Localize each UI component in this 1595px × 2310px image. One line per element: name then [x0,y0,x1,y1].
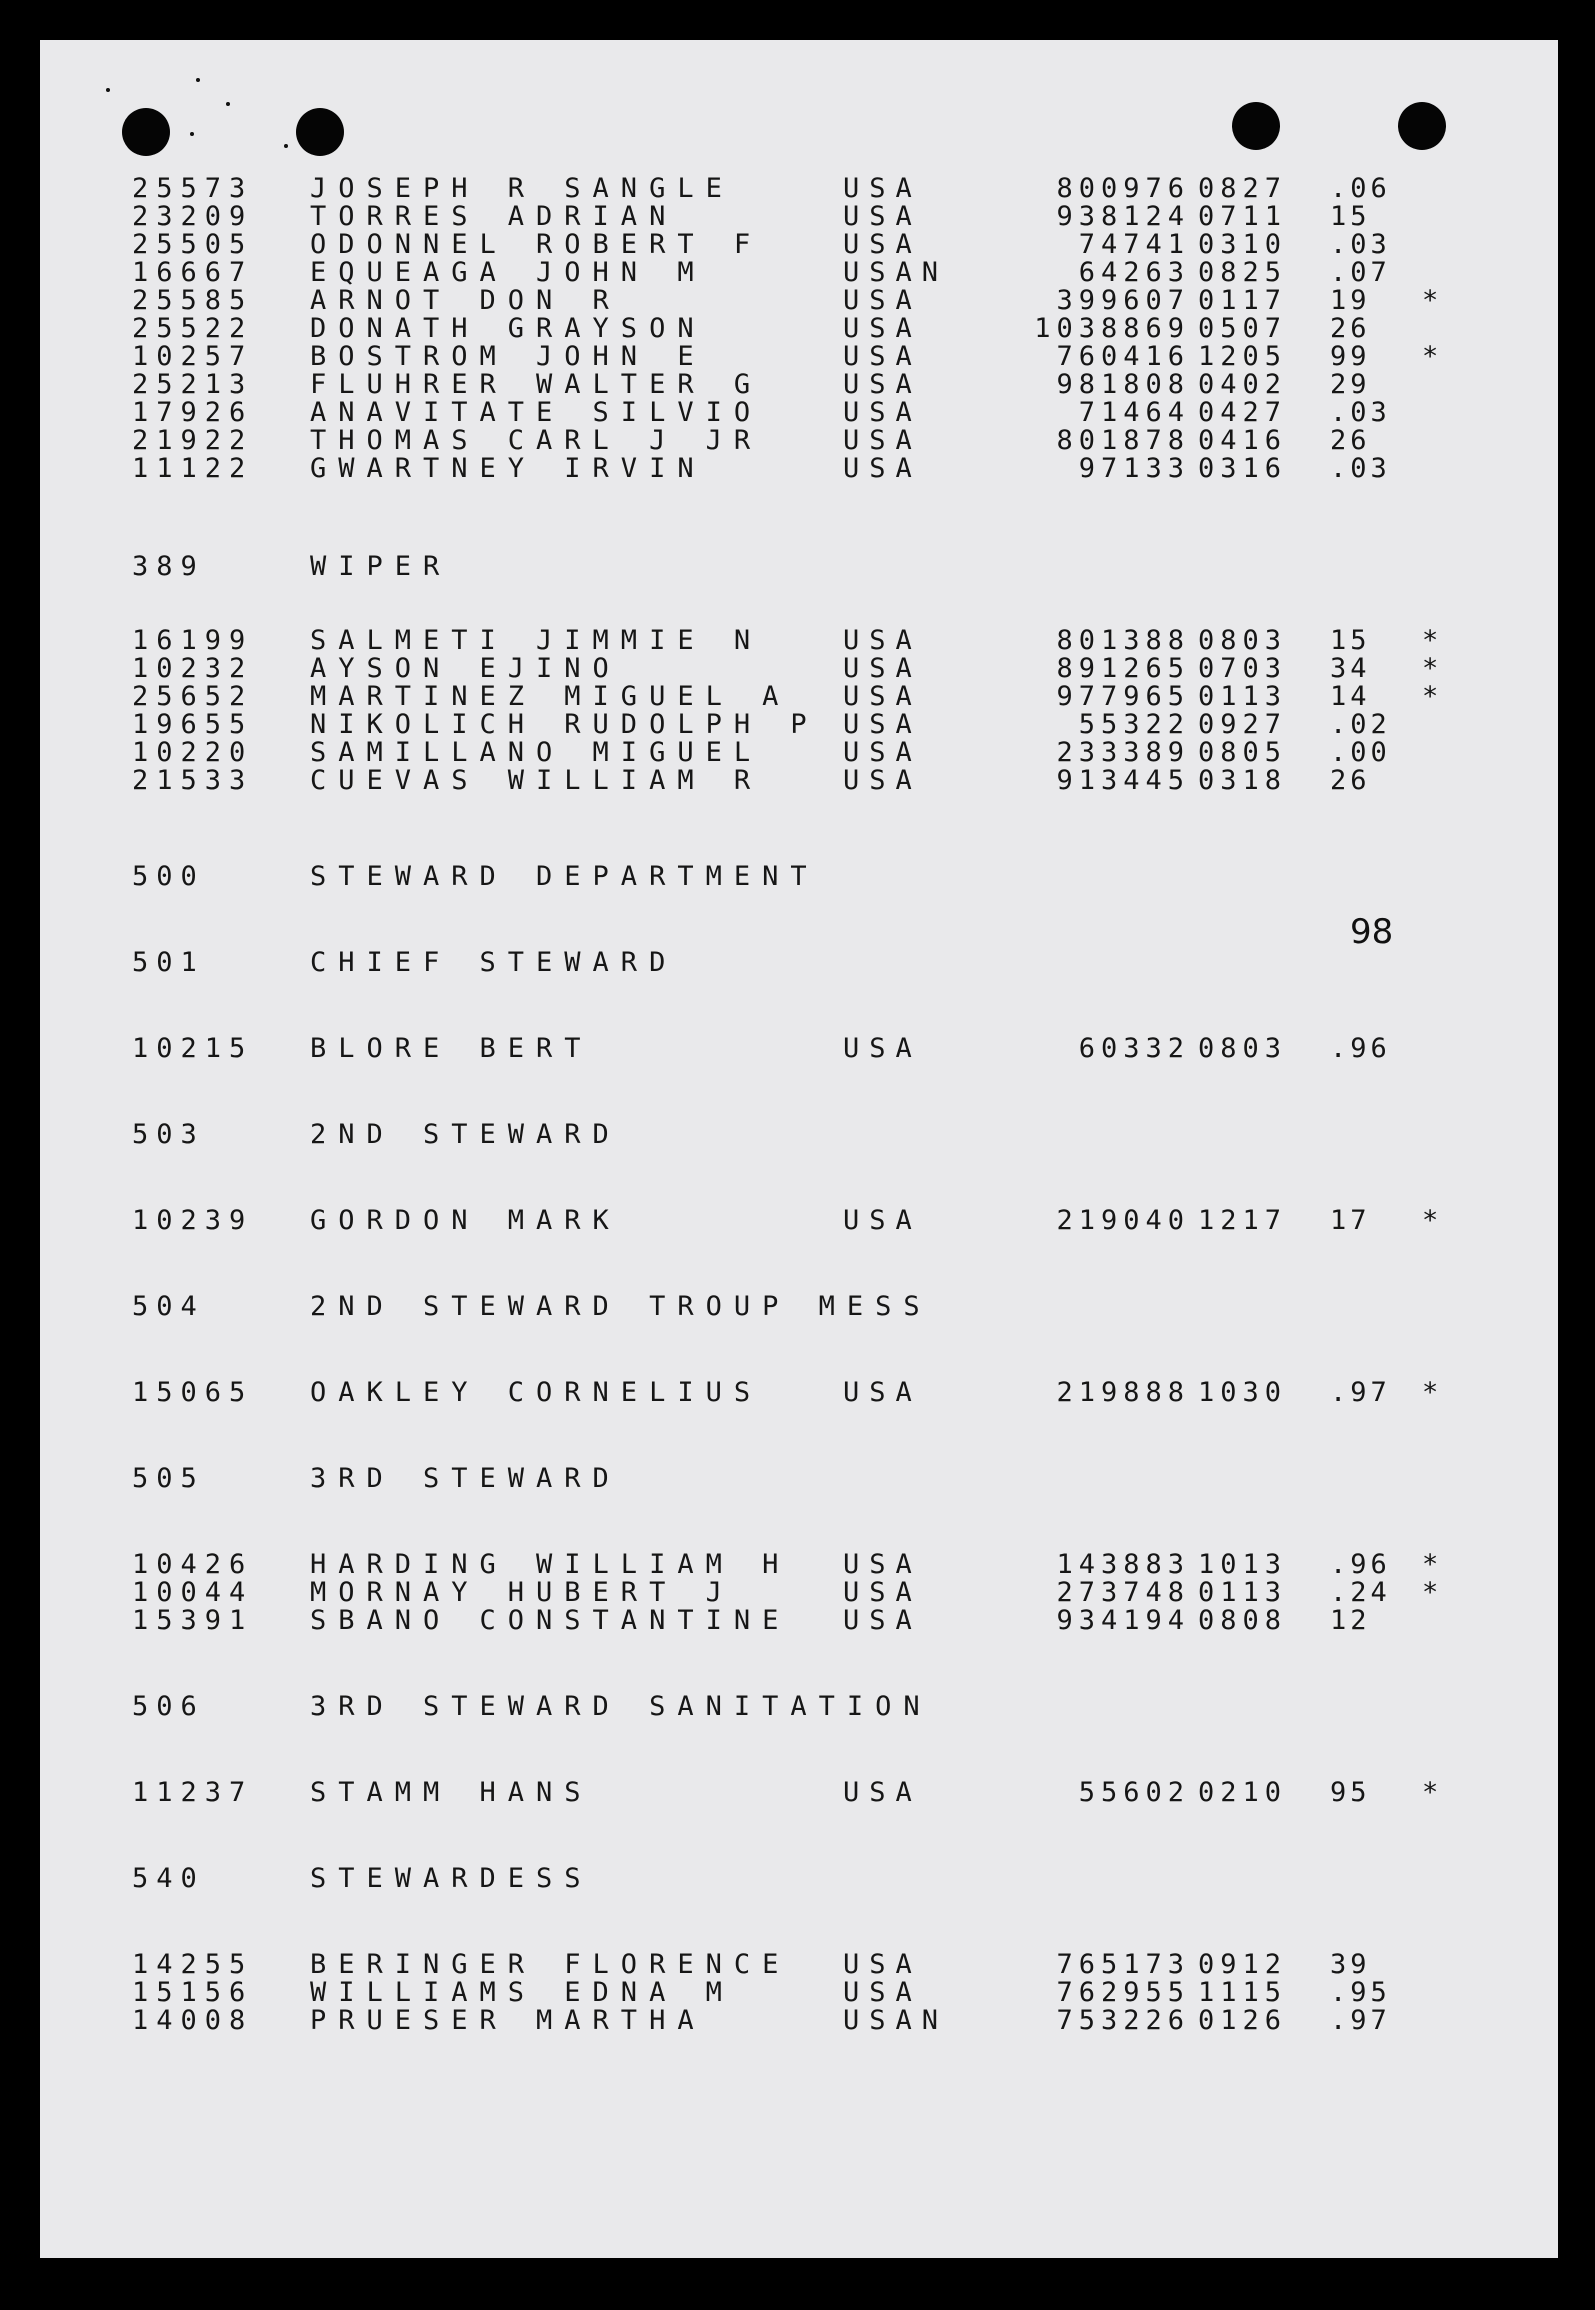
crew-row [40,682,1558,712]
value: 99 [1330,341,1371,372]
citizenship: USA [843,709,922,740]
value: .95 [1330,1977,1391,2008]
date-code: 0808 [1198,1605,1288,1636]
date-code: 1115 [1198,1977,1288,2008]
crew-name: CUEVAS WILLIAM R [310,765,763,796]
crew-name: GWARTNEY IRVIN [310,453,706,484]
section-header [40,1120,1558,1150]
employee-number: 15065 [132,1377,254,1408]
punch-hole-left [122,108,170,156]
document-number: 913445 [1056,765,1190,796]
employee-number: 14255 [132,1949,254,1980]
crew-row [40,1950,1558,1980]
asterisk-mark: * [1422,1549,1447,1580]
crew-row [40,1550,1558,1580]
crew-row [40,1778,1558,1808]
date-code: 0803 [1198,625,1288,656]
date-code: 1013 [1198,1549,1288,1580]
crew-name: PRUESER MARTHA [310,2005,706,2036]
crew-row [40,174,1558,204]
document-number: 934194 [1056,1605,1190,1636]
value: 14 [1330,681,1371,712]
date-code: 0210 [1198,1777,1288,1808]
citizenship: USA [843,681,922,712]
section-title: STEWARD DEPARTMENT [310,861,819,892]
employee-number: 25585 [132,285,254,316]
value: 19 [1330,285,1371,316]
citizenship: USA [843,425,922,456]
crew-row [40,2006,1558,2036]
section-code: 505 [132,1463,205,1494]
crew-row [40,626,1558,656]
crew-name: MARTINEZ MIGUEL A [310,681,791,712]
date-code: 0113 [1198,681,1288,712]
date-code: 0703 [1198,653,1288,684]
date-code: 0711 [1198,201,1288,232]
section-title: STEWARDESS [310,1863,593,1894]
crew-row [40,398,1558,428]
date-code: 0318 [1198,765,1288,796]
value: .24 [1330,1577,1391,1608]
employee-number: 25213 [132,369,254,400]
date-code: 0912 [1198,1949,1288,1980]
punch-hole-right [1398,102,1446,150]
document-number: 800976 [1056,173,1190,204]
crew-row [40,258,1558,288]
date-code: 0825 [1198,257,1288,288]
document-number: 55322 [1078,709,1190,740]
crew-name: ODONNEL ROBERT F [310,229,763,260]
citizenship: USA [843,625,922,656]
value: .03 [1330,453,1391,484]
asterisk-mark: * [1422,1577,1447,1608]
date-code: 0416 [1198,425,1288,456]
employee-number: 19655 [132,709,254,740]
crew-name: SALMETI JIMMIE N [310,625,763,656]
date-code: 0827 [1198,173,1288,204]
document-number: 97133 [1078,453,1190,484]
asterisk-mark: * [1422,1205,1447,1236]
citizenship: USA [843,765,922,796]
section-header [40,1864,1558,1894]
employee-number: 10215 [132,1033,254,1064]
employee-number: 15391 [132,1605,254,1636]
document-number: 765173 [1056,1949,1190,1980]
value: 12 [1330,1605,1371,1636]
document-number: 801388 [1056,625,1190,656]
citizenship: USA [843,229,922,260]
crew-row [40,766,1558,796]
value: 15 [1330,625,1371,656]
crew-row [40,1606,1558,1636]
section-code: 503 [132,1119,205,1150]
citizenship: USA [843,1577,922,1608]
employee-number: 15156 [132,1977,254,2008]
employee-number: 25652 [132,681,254,712]
crew-name: EQUEAGA JOHN M [310,257,706,288]
crew-name: BLORE BERT [310,1033,593,1064]
section-title: 3RD STEWARD SANITATION [310,1691,932,1722]
crew-name: ANAVITATE SILVIO [310,397,763,428]
citizenship: USA [843,397,922,428]
document-number: 1038869 [1034,313,1190,344]
crew-row [40,1578,1558,1608]
speck [106,88,110,92]
crew-row [40,1978,1558,2008]
section-title: 3RD STEWARD [310,1463,621,1494]
section-header [40,1464,1558,1494]
asterisk-mark: * [1422,1377,1447,1408]
citizenship: USA [843,341,922,372]
section-header [40,948,1558,978]
crew-name: MORNAY HUBERT J [310,1577,734,1608]
crew-name: AYSON EJINO [310,653,621,684]
crew-row [40,1034,1558,1064]
employee-number: 11237 [132,1777,254,1808]
citizenship: USA [843,1777,922,1808]
date-code: 0117 [1198,285,1288,316]
crew-name: TORRES ADRIAN [310,201,678,232]
citizenship: USA [843,1549,922,1580]
citizenship: USA [843,285,922,316]
value: 26 [1330,425,1371,456]
date-code: 1030 [1198,1377,1288,1408]
date-code: 0427 [1198,397,1288,428]
asterisk-mark: * [1422,341,1447,372]
crew-name: NIKOLICH RUDOLPH P [310,709,819,740]
citizenship: USA [843,1377,922,1408]
section-code: 540 [132,1863,205,1894]
date-code: 0402 [1198,369,1288,400]
crew-name: HARDING WILLIAM H [310,1549,791,1580]
section-code: 500 [132,861,205,892]
employee-number: 10257 [132,341,254,372]
document-number: 760416 [1056,341,1190,372]
crew-row [40,342,1558,372]
crew-name: FLUHRER WALTER G [310,369,763,400]
crew-row [40,738,1558,768]
crew-row [40,454,1558,484]
crew-row [40,1206,1558,1236]
asterisk-mark: * [1422,625,1447,656]
section-header [40,1292,1558,1322]
value: .97 [1330,2005,1391,2036]
crew-name: GORDON MARK [310,1205,621,1236]
employee-number: 11122 [132,453,254,484]
value: 29 [1330,369,1371,400]
citizenship: USA [843,313,922,344]
value: .07 [1330,257,1391,288]
employee-number: 25505 [132,229,254,260]
employee-number: 10044 [132,1577,254,1608]
crew-name: DONATH GRAYSON [310,313,706,344]
crew-name: SAMILLANO MIGUEL [310,737,763,768]
citizenship: USA [843,1949,922,1980]
value: 39 [1330,1949,1371,1980]
citizenship: USA [843,1605,922,1636]
employee-number: 25573 [132,173,254,204]
date-code: 0310 [1198,229,1288,260]
section-code: 389 [132,551,205,582]
value: .96 [1330,1549,1391,1580]
speck [226,102,230,106]
value: 95 [1330,1777,1371,1808]
crew-row [40,286,1558,316]
document-number: 273748 [1056,1577,1190,1608]
document-number: 143883 [1056,1549,1190,1580]
value: 15 [1330,201,1371,232]
value: 26 [1330,313,1371,344]
document-number: 938124 [1056,201,1190,232]
crew-row [40,314,1558,344]
date-code: 0927 [1198,709,1288,740]
section-code: 506 [132,1691,205,1722]
employee-number: 14008 [132,2005,254,2036]
section-code: 504 [132,1291,205,1322]
citizenship: USA [843,653,922,684]
crew-name: BERINGER FLORENCE [310,1949,791,1980]
value: 34 [1330,653,1371,684]
section-title: 2ND STEWARD [310,1119,621,1150]
employee-number: 16199 [132,625,254,656]
page-number: 98 [1350,912,1394,952]
punch-hole-left-center [296,108,344,156]
value: .97 [1330,1377,1391,1408]
crew-name: SBANO CONSTANTINE [310,1605,791,1636]
citizenship: USAN [843,257,949,288]
value: .96 [1330,1033,1391,1064]
employee-number: 10239 [132,1205,254,1236]
employee-number: 21533 [132,765,254,796]
document-number: 55602 [1078,1777,1190,1808]
document-number: 753226 [1056,2005,1190,2036]
value: 17 [1330,1205,1371,1236]
citizenship: USA [843,1033,922,1064]
asterisk-mark: * [1422,285,1447,316]
asterisk-mark: * [1422,653,1447,684]
employee-number: 23209 [132,201,254,232]
citizenship: USA [843,173,922,204]
asterisk-mark: * [1422,1777,1447,1808]
speck [196,78,200,82]
date-code: 0803 [1198,1033,1288,1064]
document-number: 60332 [1078,1033,1190,1064]
citizenship: USA [843,369,922,400]
crew-name: OAKLEY CORNELIUS [310,1377,763,1408]
crew-name: WILLIAMS EDNA M [310,1977,734,2008]
section-header [40,862,1558,892]
document-page [40,40,1558,2258]
document-number: 762955 [1056,1977,1190,2008]
document-number: 219888 [1056,1377,1190,1408]
crew-row [40,202,1558,232]
document-number: 399607 [1056,285,1190,316]
citizenship: USA [843,201,922,232]
crew-row [40,230,1558,260]
employee-number: 25522 [132,313,254,344]
date-code: 1205 [1198,341,1288,372]
citizenship: USAN [843,2005,949,2036]
document-number: 981808 [1056,369,1190,400]
crew-name: JOSEPH R SANGLE [310,173,734,204]
crew-row [40,654,1558,684]
speck [284,144,288,148]
crew-name: BOSTROM JOHN E [310,341,706,372]
document-number: 74741 [1078,229,1190,260]
crew-row [40,426,1558,456]
employee-number: 17926 [132,397,254,428]
document-number: 64263 [1078,257,1190,288]
date-code: 1217 [1198,1205,1288,1236]
date-code: 0126 [1198,2005,1288,2036]
document-number: 71464 [1078,397,1190,428]
crew-row [40,1378,1558,1408]
employee-number: 21922 [132,425,254,456]
crew-row [40,710,1558,740]
value: .06 [1330,173,1391,204]
value: .03 [1330,229,1391,260]
value: .00 [1330,737,1391,768]
crew-row [40,370,1558,400]
speck [190,132,194,136]
value: 26 [1330,765,1371,796]
value: .03 [1330,397,1391,428]
date-code: 0113 [1198,1577,1288,1608]
date-code: 0507 [1198,313,1288,344]
citizenship: USA [843,1205,922,1236]
employee-number: 16667 [132,257,254,288]
punch-hole-right-center [1232,102,1280,150]
crew-name: STAMM HANS [310,1777,593,1808]
citizenship: USA [843,1977,922,2008]
citizenship: USA [843,453,922,484]
section-title: 2ND STEWARD TROUP MESS [310,1291,932,1322]
section-header [40,1692,1558,1722]
section-header [40,552,1558,582]
citizenship: USA [843,737,922,768]
section-code: 501 [132,947,205,978]
employee-number: 10232 [132,653,254,684]
document-number: 219040 [1056,1205,1190,1236]
date-code: 0805 [1198,737,1288,768]
employee-number: 10426 [132,1549,254,1580]
document-number: 891265 [1056,653,1190,684]
section-title: CHIEF STEWARD [310,947,678,978]
crew-name: ARNOT DON R [310,285,621,316]
date-code: 0316 [1198,453,1288,484]
document-number: 233389 [1056,737,1190,768]
employee-number: 10220 [132,737,254,768]
crew-name: THOMAS CARL J JR [310,425,763,456]
asterisk-mark: * [1422,681,1447,712]
document-number: 801878 [1056,425,1190,456]
section-title: WIPER [310,551,452,582]
document-number: 977965 [1056,681,1190,712]
value: .02 [1330,709,1391,740]
